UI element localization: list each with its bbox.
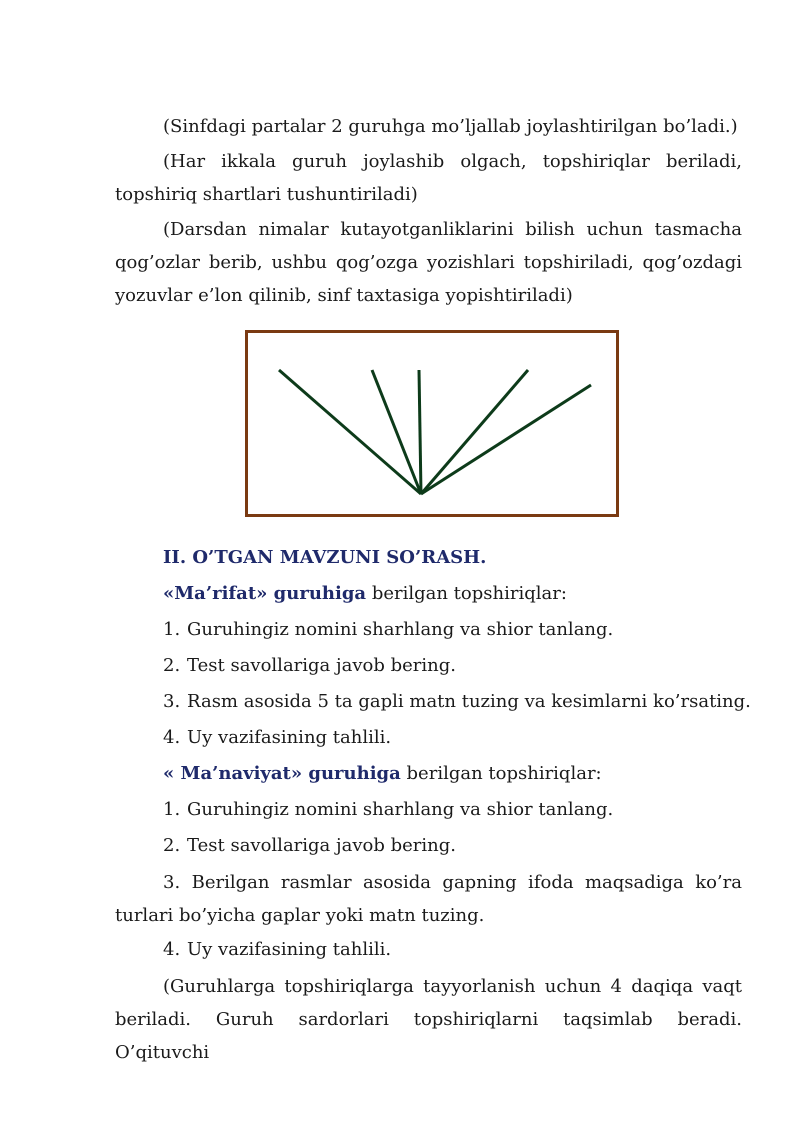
fan-line-2 <box>372 370 421 494</box>
fan-lines-drawing <box>248 333 616 514</box>
section-heading: II. O’TGAN MAVZUNI SO’RASH. <box>163 547 487 568</box>
fan-line-4 <box>421 370 528 494</box>
paragraph-expectations: (Darsdan nimalar kutayotganliklarini bilish uchun tasmacha qog’ozlar berib, ushbu qog’ozga yozishlari topshiriladi, qog’ozdagi yozuvlar e’lon qilinib, sinf taxtasiga yopishtiriladi) <box>115 219 742 306</box>
list-item: 4. Uy vazifasining tahlili. <box>163 727 392 748</box>
list-item: 2. Test savollariga javob bering. <box>163 835 456 856</box>
group2-intro <box>163 762 602 786</box>
paragraph-closing: (Guruhlarga topshiriqlarga tayyorlanish uchun 4 daqiqa vaqt beriladi. Guruh sardorlari topshiriqlarni taqsimlab beradi. O’qituvchi <box>115 976 742 1063</box>
group2-title: Ma’naviyat» guruhiga <box>180 763 401 784</box>
fan-line-3 <box>419 370 421 494</box>
group1-intro <box>163 582 567 606</box>
group1-title: «Ma’rifat» guruhiga <box>163 583 367 604</box>
paragraph-seating: (Sinfdagi partalar 2 guruhga mo’ljallab joylashtirilgan bo’ladi.) <box>163 116 738 137</box>
group1-suffix: berilgan topshiriqlar: <box>366 583 567 604</box>
group2-prefix: « <box>163 763 181 784</box>
list-item: 1. Guruhingiz nomini sharhlang va shior tanlang. <box>163 799 614 820</box>
fan-line-5 <box>421 385 591 494</box>
list-item: 4. Uy vazifasining tahlili. <box>163 939 392 960</box>
list-item-long: 3. Berilgan rasmlar asosida gapning ifoda maqsadiga ko’ra turlari bo’yicha gaplar yoki matn tuzing. <box>115 872 742 926</box>
fan-lines-figure <box>245 330 619 517</box>
list-item: 2. Test savollariga javob bering. <box>163 655 456 676</box>
group2-suffix: berilgan topshiriqlar: <box>400 763 602 784</box>
paragraph-groups: (Har ikkala guruh joylashib olgach, topshiriqlar beriladi, topshiriq shartlari tushuntiriladi) <box>115 151 742 205</box>
list-item: 1. Guruhingiz nomini sharhlang va shior tanlang. <box>163 619 614 640</box>
list-item: 3. Rasm asosida 5 ta gapli matn tuzing va kesimlarni ko’rsating. <box>163 691 751 712</box>
fan-line-1 <box>279 370 421 494</box>
